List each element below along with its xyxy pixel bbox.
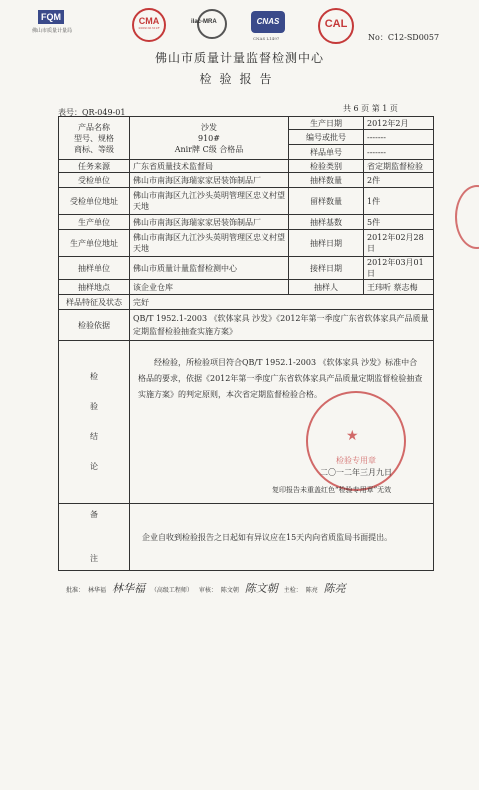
batch-no: -------	[364, 130, 434, 145]
sample-status-label: 样品特征及状态	[59, 295, 130, 310]
sample-no: -------	[364, 145, 434, 160]
fqm-logo: FQM	[38, 10, 64, 24]
sampling-place-label: 抽样地点	[59, 280, 130, 295]
product-labels: 产品名称 型号、规格 商标、等级	[59, 117, 130, 160]
sampler: 王玮听 蔡志梅	[364, 280, 434, 295]
sample-base-label: 抽样基数	[289, 215, 364, 230]
fqm-caption: 佛山市质量计量局	[32, 28, 73, 34]
producer-address: 佛山市南海区九江沙头英明管理区忠义村望天地	[130, 230, 289, 257]
conclusion-date: 二〇一二年三月九日	[320, 468, 392, 477]
edge-seal	[455, 185, 479, 249]
inspection-type: 省定期监督检验	[364, 160, 434, 173]
stamp-note: 复印报告未重盖红色“检验专用章”无效	[272, 486, 392, 494]
producer-address-label: 生产单位地址	[59, 230, 130, 257]
report-number: No：C12-SD0057	[368, 33, 440, 42]
page-count: 共 6 页 第 1 页	[343, 104, 398, 113]
sampling-date: 2012年02月28日	[364, 230, 434, 257]
sample-status: 完好	[130, 295, 434, 310]
conclusion-cell	[130, 341, 434, 504]
sampling-place: 该企业仓库	[130, 280, 289, 295]
basis-label: 检验依据	[59, 310, 130, 341]
sample-qty-label: 抽样数量	[289, 173, 364, 188]
report-title: 检验报告	[199, 72, 280, 86]
remarks-label: 备 注	[59, 504, 130, 571]
sampler-label: 抽样人	[289, 280, 364, 295]
inspected-unit-label: 受检单位	[59, 173, 130, 188]
inspection-stamp: 检验专用章 ★	[306, 391, 406, 491]
approver-title: （高级工程师）	[150, 587, 193, 594]
ilac-caption: ilac-MRA	[191, 19, 217, 25]
product-values: 沙发 910# Anir牌 C级 合格品	[130, 117, 289, 160]
organization-name: 佛山市质量计量监督检测中心	[154, 51, 324, 65]
receive-date: 2012年03月01日	[364, 257, 434, 280]
task-source-label: 任务来源	[59, 160, 130, 173]
sampling-unit: 佛山市质量计量监督检测中心	[130, 257, 289, 280]
remarks: 企业自收到检验报告之日起如有异议应在15天内向省质监局书面提出。	[130, 504, 434, 571]
producer: 佛山市南海区海瑞家家居装饰制品厂	[130, 215, 289, 230]
report-table	[58, 116, 434, 571]
sampling-unit-label: 抽样单位	[59, 257, 130, 280]
production-date-label: 生产日期	[289, 117, 364, 130]
approver-label: 批准：	[66, 587, 85, 594]
inspected-address-label: 受检单位地址	[59, 188, 130, 215]
producer-label: 生产单位	[59, 215, 130, 230]
sample-base: 5件	[364, 215, 434, 230]
reviewer-label: 审核：	[198, 587, 217, 594]
cma-code: 2009191312F	[138, 26, 160, 30]
retained-qty: 1件	[364, 188, 434, 215]
task-source: 广东省质量技术监督局	[130, 160, 289, 173]
cnas-logo: CNAS	[251, 11, 285, 33]
approver-signature: 林华福	[111, 582, 145, 595]
retained-qty-label: 留样数量	[289, 188, 364, 215]
cnas-code: CNAS L1497	[253, 36, 280, 41]
inspection-type-label: 检验类别	[289, 160, 364, 173]
receive-date-label: 接样日期	[289, 257, 364, 280]
inspector-signature: 陈亮	[323, 582, 346, 595]
sample-qty: 2件	[364, 173, 434, 188]
sampling-date-label: 抽样日期	[289, 230, 364, 257]
basis: QB/T 1952.1-2003 《软体家具 沙发》《2012年第一季度广东省软体家具产品质量定期监督检验抽查实施方案》	[130, 310, 434, 341]
production-date: 2012年2月	[364, 117, 434, 130]
inspected-address: 佛山市南海区九江沙头英明管理区忠义村望天地	[130, 188, 289, 215]
inspector-label: 主检：	[283, 587, 302, 594]
inspected-unit: 佛山市南海区海瑞家家居装饰制品厂	[130, 173, 289, 188]
approver-name: 林华福	[88, 587, 107, 594]
conclusion-text: 经检验，所检验项目符合QB/T 1952.1-2003 《软体家具 沙发》标准中合格品的要求，依据《2012年第一季度广东省软体家具产品质量定期监督检验抽查实施方案》的判定原则，本次省定期监督检验合格。	[138, 358, 423, 399]
signature-line	[66, 580, 350, 596]
ca-seal: CAL	[318, 8, 354, 44]
reviewer-signature: 陈文朝	[244, 582, 278, 595]
form-number: 表号：QR-049-01	[58, 108, 126, 117]
sample-no-label: 样品单号	[289, 145, 364, 160]
cma-seal: CMA 2009191312F	[132, 8, 166, 42]
batch-no-label: 编号或批号	[289, 130, 364, 145]
inspector-name: 陈亮	[305, 587, 318, 594]
conclusion-label: 检 验 结 论	[59, 341, 130, 504]
reviewer-name: 陈文朝	[220, 587, 239, 594]
